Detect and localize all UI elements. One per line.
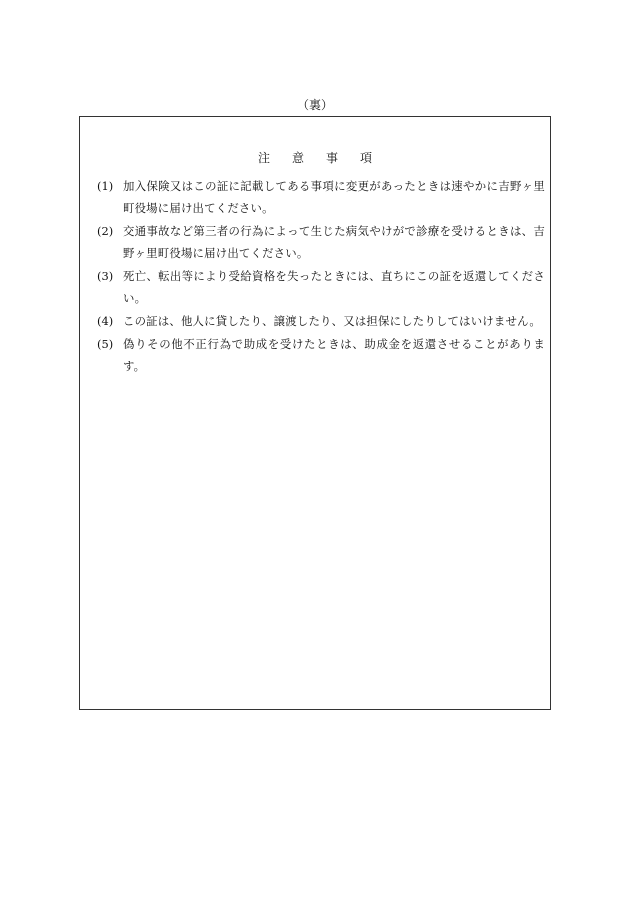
notice-item-3 <box>97 265 545 309</box>
notice-card <box>79 116 551 710</box>
notice-item-1 <box>97 175 545 219</box>
notice-item-number: (1) <box>97 179 114 193</box>
notice-item-2 <box>97 220 545 264</box>
notice-item-5 <box>97 333 545 377</box>
notice-item-text: 加入保険又はこの証に記載してある事項に変更があったときは速やかに吉野ヶ里町役場に届け出てください。 <box>123 179 545 215</box>
notice-item-4 <box>97 310 545 332</box>
notice-item-text: 偽りその他不正行為で助成を受けたときは、助成金を返還させることがあります。 <box>123 337 545 373</box>
notice-item-number: (4) <box>97 314 114 328</box>
notice-item-text: 死亡、転出等により受給資格を失ったときには、直ちにこの証を返還してください。 <box>123 269 545 305</box>
notice-title: 注意事項 <box>257 151 394 165</box>
notice-item-text: 交通事故など第三者の行為によって生じた病気やけがで診療を受けるときは、吉野ヶ里町役場に届け出てください。 <box>123 224 545 260</box>
page-side-heading: （裏） <box>296 98 333 112</box>
notice-item-text: この証は、他人に貸したり、譲渡したり、又は担保にしたりしてはいけません。 <box>123 314 541 328</box>
notice-item-number: (3) <box>97 269 114 283</box>
notice-item-number: (5) <box>97 337 114 351</box>
notice-list <box>97 175 545 378</box>
notice-item-number: (2) <box>97 224 114 238</box>
